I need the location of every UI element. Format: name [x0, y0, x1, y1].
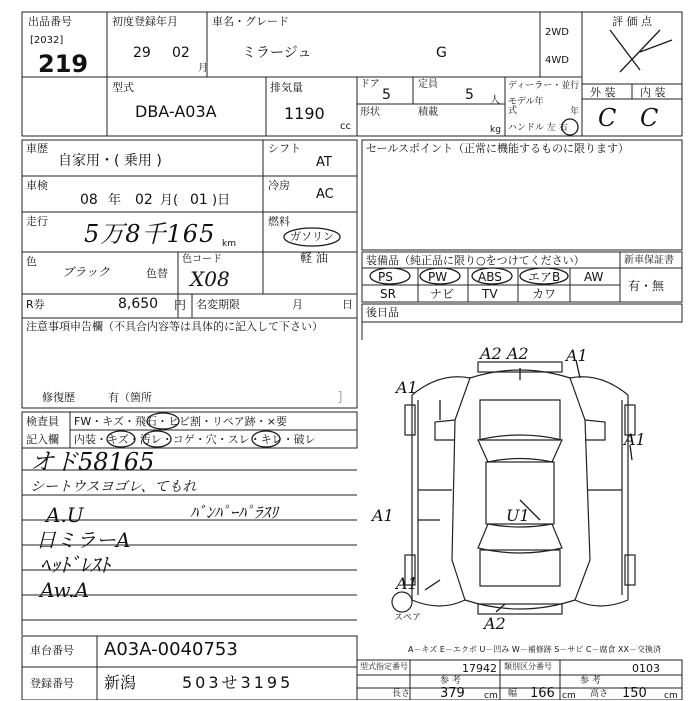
model-label: 型式	[112, 81, 134, 94]
length-label: 長さ	[392, 689, 411, 699]
entry-label: 記入欄	[26, 433, 59, 446]
mark-top: A2 A2	[480, 344, 529, 363]
category-number: 0103	[632, 662, 660, 675]
color-code-label: 色コード	[182, 254, 222, 265]
repair-history-close: ］	[338, 391, 349, 404]
yen-unit: 円	[174, 298, 187, 312]
inspection-day-unit: )日	[212, 193, 231, 208]
registration-number: 503せ3195	[182, 673, 294, 692]
equip-ps: PS	[378, 270, 393, 284]
equip-tv: TV	[482, 287, 498, 301]
type-designation-label: 型式指定番号	[360, 662, 408, 671]
inspection-label: 車検	[26, 179, 48, 192]
lot-number-label: 出品番号	[28, 15, 72, 28]
mark-top-right: A1	[566, 346, 588, 365]
drive-2wd: 2WD	[545, 27, 569, 38]
width-unit: cm	[562, 691, 576, 701]
history-label: 車歴	[26, 142, 48, 155]
inspection-year: 08	[80, 192, 98, 208]
shape-label: 形状	[360, 107, 380, 118]
mileage-value: 5万8千165	[84, 220, 216, 248]
height-label: 高さ	[590, 689, 609, 699]
exterior-label: 外 装	[590, 86, 616, 99]
km-unit: km	[222, 239, 236, 249]
length-unit: cm	[484, 691, 498, 701]
ac-label: 冷房	[268, 179, 290, 192]
inspection-month: 02	[135, 192, 153, 208]
mark-left-side: A1	[372, 506, 394, 525]
equip-airbag: エアB	[528, 270, 561, 284]
note-mirror: 日ミラーA	[36, 528, 131, 552]
name-change-label: 名変期限	[196, 298, 240, 311]
inspector-label: 検査員	[26, 415, 59, 428]
capacity-unit: 人	[490, 95, 500, 106]
load-label: 積載	[418, 107, 438, 118]
mark-right-front: A1	[624, 430, 646, 449]
month-unit: 月	[198, 63, 208, 74]
capacity: 5	[465, 87, 474, 103]
shift-label: シフト	[268, 142, 301, 155]
damage-legend: A－キズ E－エクボ U－凹み W－補修跡 S－サビ C－腐食 XX－交換済	[408, 645, 662, 654]
note-au: A.U	[46, 503, 84, 527]
width-label: 幅	[508, 689, 518, 699]
recycle-fee: 8,650	[118, 296, 159, 312]
reference-label-2: 参 考	[580, 676, 601, 686]
width-value: 166	[530, 686, 555, 701]
first-registration-label: 初度登録年月	[112, 15, 178, 28]
car-name: ミラージュ	[242, 45, 312, 61]
category-label: 類別区分番号	[504, 662, 552, 671]
note-headrest: ﾍｯﾄﾞﾚｽﾄ	[40, 553, 110, 577]
displacement-label: 排気量	[270, 81, 303, 94]
inspection-day: 01	[190, 192, 208, 208]
note-seat: シートウスヨゴレ、てもれ	[30, 479, 197, 495]
inspector-row1: FW・キズ・飛石・ヒビ割・リペア跡・×要	[74, 415, 287, 428]
mark-left-rear: A1	[396, 574, 418, 593]
model-code: DBA-A03A	[135, 102, 217, 121]
name-change-month: 月	[292, 298, 303, 311]
sales-points-title: セールスポイント（正常に機能するものに限ります）	[366, 142, 630, 155]
mark-center: U1	[506, 506, 530, 525]
notice-title: 注意事項申告欄（不具合内容等は具体的に記入して下さい）	[26, 320, 323, 333]
fuel-gasoline: ガソリン	[290, 230, 334, 243]
type-designation: 17942	[462, 662, 497, 675]
registration-place: 新潟	[104, 673, 137, 692]
equip-leather: カワ	[532, 287, 557, 301]
equip-pw: PW	[428, 270, 448, 284]
lot-number: 219	[38, 50, 89, 78]
mark-left-front: A1	[396, 378, 418, 397]
drive-4wd: 4WD	[545, 55, 569, 66]
note-bumper: ﾊﾞﾝﾊﾟｰﾊﾟﾗｽﾘ	[190, 503, 279, 522]
repair-history-label: 修復歴	[42, 391, 75, 404]
reference-label-1: 参 考	[440, 676, 461, 686]
color-label: 色	[26, 255, 37, 268]
note-aw: Aw.A	[40, 578, 90, 602]
after-fit-label: 後日品	[366, 306, 399, 319]
height-value: 150	[622, 686, 647, 701]
exterior-grade: C	[598, 104, 617, 132]
fuel-label: 燃料	[268, 215, 290, 228]
repair-history-value: 有（箇所	[108, 391, 152, 404]
door-label: ドア	[360, 79, 380, 90]
chassis-number: A03A-0040753	[104, 639, 238, 660]
car-name-label: 車名・グレード	[212, 15, 289, 28]
ac-value: AC	[316, 187, 334, 202]
equip-sr: SR	[380, 287, 396, 301]
model-year-label: モデル年式	[508, 97, 544, 116]
first-registration-year: 29	[133, 45, 151, 61]
color-value: ブラック	[62, 265, 110, 279]
length-value: 379	[440, 686, 465, 701]
note-odometer: オド58165	[30, 448, 155, 476]
year-unit: 年	[570, 107, 580, 117]
score-label: 評 価 点	[612, 15, 652, 28]
equipment-title: 装備品（純正品に限り○をつけてください）	[366, 254, 585, 267]
chassis-label: 車台番号	[30, 644, 74, 657]
name-change-day: 日	[342, 298, 353, 311]
kg-unit: kg	[490, 125, 501, 135]
mileage-label: 走行	[26, 215, 48, 228]
car-grade: G	[436, 45, 447, 61]
equip-aw: AW	[584, 270, 604, 284]
first-registration-month: 02	[172, 45, 190, 61]
warranty-value: 有・無	[628, 279, 665, 293]
equip-abs: ABS	[478, 270, 502, 284]
equip-navi: ナビ	[430, 287, 455, 301]
warranty-label: 新車保証書	[624, 255, 674, 266]
interior-grade: C	[640, 104, 659, 132]
shift-value: AT	[316, 155, 332, 170]
recycle-label: R券	[26, 298, 45, 311]
inspector-row2: 内装・キズ・汚レ・コゲ・穴・スレ・キレ・破レ	[74, 433, 316, 446]
registration-label: 登録番号	[30, 677, 74, 690]
color-code: X08	[190, 267, 230, 291]
vehicle-diagram	[392, 362, 635, 614]
repaint-label: 色替	[146, 267, 168, 280]
handle-label: ハンドル 左 右	[508, 123, 568, 133]
door-count: 5	[382, 87, 391, 103]
lot-number-sub: [2032]	[30, 35, 64, 46]
spare-label: スペア	[394, 613, 422, 623]
inspection-year-unit: 年	[108, 193, 122, 208]
inspection-month-unit: 月(	[160, 193, 179, 208]
interior-label: 内 装	[640, 86, 666, 99]
cc-unit: cc	[340, 121, 351, 132]
fuel-light-oil: 軽 油	[300, 251, 328, 265]
history-value: 自家用・( 乗用 )	[58, 153, 162, 169]
dealer-label: ディーラー・並行	[508, 81, 580, 91]
capacity-label: 定員	[418, 79, 438, 90]
displacement: 1190	[284, 104, 325, 123]
mark-rear: A2	[484, 614, 506, 633]
height-unit: cm	[664, 691, 678, 701]
